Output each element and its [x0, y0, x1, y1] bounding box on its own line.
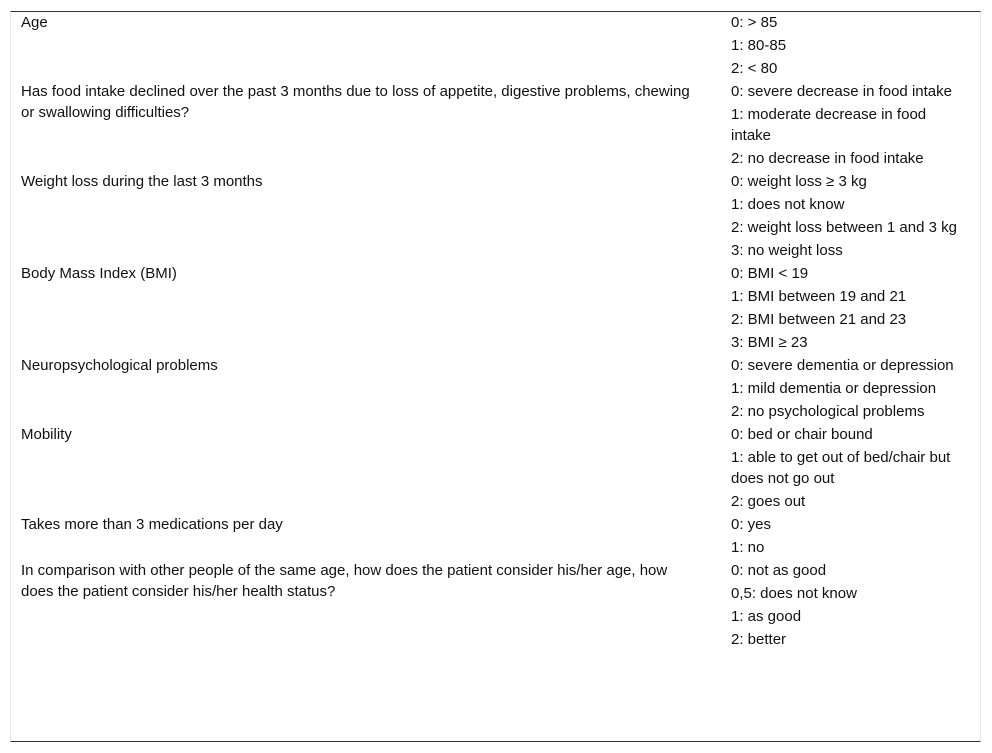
option-cell: 1: able to get out of bed/chair but does not go out — [731, 449, 951, 487]
assessment-table-body — [10, 12, 981, 652]
option-cell: 1: does not know — [731, 196, 845, 213]
option-cell: 2: < 80 — [731, 60, 778, 77]
option-cell: 0: severe dementia or depression — [731, 357, 954, 374]
option-cell: 0: not as good — [731, 562, 827, 579]
question-cell: Has food intake declined over the past 3 months due to loss of appetite, digestive problems, chewing or swallowing difficulties? — [21, 83, 690, 121]
option-cell: 0: > 85 — [731, 14, 778, 31]
option-cell: 0: bed or chair bound — [731, 426, 873, 443]
table-row — [10, 263, 981, 286]
option-cell: 2: goes out — [731, 493, 806, 510]
table-row — [10, 355, 981, 378]
option-cell: 1: mild dementia or depression — [731, 380, 937, 397]
option-cell: 0: severe decrease in food intake — [731, 83, 952, 100]
option-cell: 0: weight loss ≥ 3 kg — [731, 173, 867, 190]
question-cell: Mobility — [21, 426, 72, 443]
question-cell: Neuropsychological problems — [21, 357, 218, 374]
option-cell: 2: weight loss between 1 and 3 kg — [731, 219, 957, 236]
option-cell: 3: BMI ≥ 23 — [731, 334, 808, 351]
question-cell: In comparison with other people of the same age, how does the patient consider his/her age, how does the patient consider his/her health status? — [21, 562, 668, 600]
table-row — [10, 81, 981, 104]
table-row — [10, 171, 981, 194]
question-cell: Takes more than 3 medications per day — [21, 516, 283, 533]
table-row — [10, 560, 981, 583]
option-cell: 2: BMI between 21 and 23 — [731, 311, 907, 328]
question-cell: Weight loss during the last 3 months — [21, 173, 263, 190]
option-cell: 2: no psychological problems — [731, 403, 925, 420]
table-row — [10, 514, 981, 537]
table-row — [10, 12, 981, 35]
option-cell: 0: BMI < 19 — [731, 265, 809, 282]
option-cell: 1: 80-85 — [731, 37, 787, 54]
option-cell: 0,5: does not know — [731, 585, 857, 602]
question-cell: Body Mass Index (BMI) — [21, 265, 177, 282]
option-cell: 2: better — [731, 631, 787, 648]
question-cell: Age — [21, 14, 48, 31]
option-cell: 1: BMI between 19 and 21 — [731, 288, 907, 305]
assessment-table — [10, 12, 981, 652]
option-cell: 2: no decrease in food intake — [731, 150, 924, 167]
option-cell: 1: moderate decrease in food intake — [731, 106, 927, 144]
table-row — [10, 424, 981, 447]
option-cell: 1: as good — [731, 608, 802, 625]
option-cell: 0: yes — [731, 516, 772, 533]
option-cell: 1: no — [731, 539, 765, 556]
option-cell: 3: no weight loss — [731, 242, 843, 259]
